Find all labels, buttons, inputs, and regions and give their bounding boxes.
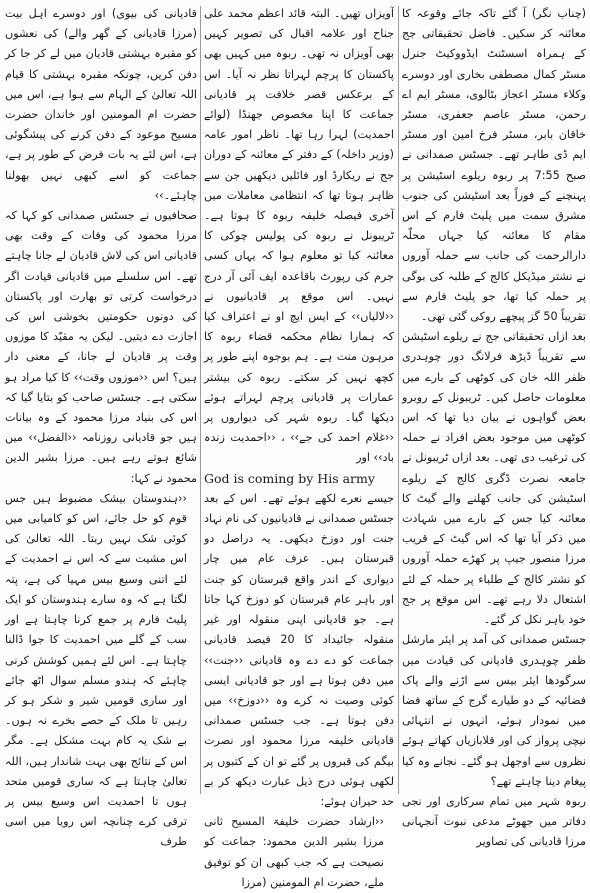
paragraph: آویزاں تھیں۔ البتہ قائد اعظم محمد علی جناح اور علامہ اقبال کی تصویر کہیں بھی آویزاں نہ تھی۔ ربوہ میں کہیں بھی پاکستان کا پرچم لہراتا نظر نہ آیا۔ اس کے برعکس قصر خلافت پر قادیانی جماعت کا اپنا مخصوص جھنڈا (لوائے احمدیت) لہرا رہا تھا۔ ناظر امور عامہ (وزیر داخلہ) کے دفتر کے معائنہ کے دوران جج نے ریکارڈ اور فائلیں دیکھیں جن سے ظاہر ہوتا تھا کہ انتظامی معاملات میں آخری فیصلہ خلیفہ ربوہ کا ہوتا ہے۔ ٹریبونل نے ربوہ کی پولیس چوکی کا معائنہ کیا تو معلوم ہوا کہ یہاں کسی جرم کی رپورٹ باقاعدہ ایف آئی آر درج نہیں۔ اس موقع پر قادیانیوں نے ‹‹لالیاں›› کے ایس ایچ او نے اعتراف کیا کہ ہمارا نظام محکمہ قضاء ربوہ کا مرہون منت ہے۔ ہم بوجوہ اپنے طور پر کچھ نہیں کر سکتے۔ ربوہ کی بیشتر عمارات پر قادیانی پرچم لہراتے ہوئے دیکھا گیا۔ ربوہ شہر کی دیواروں پر ‹‹غلام احمد کی جے›› ، ‹‹احمدیت زندہ باد›› اور [204,7,394,465]
text-column-right [402,4,586,849]
text-column-left [5,4,197,849]
column-divider [398,6,399,794]
text-column-middle [204,4,394,889]
paragraph: جیسے نعرے لکھے ہوئے تھے۔ اس کے بعد جسٹس صمدانی نے قادیانیوں کی نام نہاد جنت اور دوزخ دیکھی۔ یہ دراصل دو قبرستان ہیں۔ عرف عام میں چار دیواری کے اندر واقع قبرستان کو جنت اور باہر عام قبرستان کو دوزخ کہا جاتا ہے۔ جو قادیانی اپنی منقولہ اور غیر منقولہ جائیداد کا 20 فیصد قادیانی جماعت کو دے دے وہ قادیانی ‹‹جنت›› میں دفن ہوتا ہے اور جو قادیانی ایسی کوئی وصیت نہ کرے وہ ‹‹دوزخ›› میں دفن ہوتا ہے۔ جب جسٹس صمدانی قادیانی خلیفہ مرزا محمود اور نصرت بیگم کی قبروں پر گئے تو ان کے کتبوں پر لکھی ہوئی درج ذیل عبارت دیکھ کر بے حد حیران ہوئے: [204,491,394,808]
quoted-passage: ‹‹ارشاد حضرت خلیفۃ المسیح ثانی مرزا بشیر الدین محمود: جماعت کو نصیحت ہے کہ جب کبھی ان کو توفیق ملے، حضرت ام المومنین (مرزا [204,815,384,889]
quoted-passage: ‹‹ہندوستان بیشک مضبوط ہیں جس قوم کو حل جائے، اس کو کامیابی میں کوئی شک نہیں ربتا۔ اللہ تعالیٰ کی اس مشیت سے کہ اس نے احمدیت کے لئے اتنی وسیع بیس مہیا کی ہے، پتہ لگتا ہے کہ وہ سارے ہندوستان کو ایک پلیٹ فارم پر جمع کرنا چاہتا ہے اور سب کے گلے میں احمدیت کا جوا ڈالنا چاہتا ہے۔ اس لئے ہمیں کوشش کرنی چاہئے کہ ہندو مسلم سوال اٹھ جائے اور ساری قومیں شیر و شکر ہو کر رہیں تا ملک کے حصے بخرے نہ ہوں۔ بے شک یہ کام بہت مشکل ہے۔ مگر اس کے نتائج بھی بہت شاندار ہیں، اللہ تعالیٰ چاہتا ہے کہ ساری قومیں متحد ہوں تا احمدیت اس وسیع بیس پر ترقی کرے چنانچہ اس رویا میں اسی طرف [5,491,187,849]
paragraph: (چناب نگر) آ گئے تاکہ جائے وقوعہ کا معائنہ کر سکیں۔ فاضل تحقیقاتی جج کے ہمراہ اسسٹنٹ ایڈووکیٹ جنرل مسٹر کمال مصطفی بخاری اور دوسرے وکلاء مسٹر اعجاز بٹالوی، مسٹر ایم اے رحمن، مسٹر عاصم جعفری، مسٹر خاقان بابر، مسٹر فرخ امین اور مسٹر ایم ڈی طاہر تھے۔ جسٹس صمدانی نے صبح 7:55 پر ربوہ ریلوے اسٹیشن پر پہنچنے کے فوراً بعد اسٹیشن کی جنوب مشرق سمت میں پلیٹ فارم کے اس مقام کا معائنہ کیا جہاں محلّہ دارالرحمت کی جانب سے حملہ آوروں نے نشتر میڈیکل کالج کے طلبہ کی بوگی پر حملہ کیا تھا، جو پلیٹ فارم سے تقریباً 50 گز پیچھے روکی گئی تھی۔ [402,7,586,324]
paragraph: قادیانی کی بیوی) اور دوسرے اہل بیت (مرزا قادیانی کے گھر والے) کی نعشوں کو مقبرہ بہشتی قادیان میں لے کر جا کر دفن کریں، چونکہ مقبرہ بہشتی کا قیام اللہ تعالیٰ کے الہام سے ہوا ہے، اس میں حضرت ام المومنین اور خاندان حضرت مسیح موعود کے دفن کرنے کی پیشگوئی ہے، اس لئے یہ بات فرض کے طور پر ہے، جماعت کو اسے کبھی نہیں بھولنا چاہئے۔›› [5,7,197,202]
paragraph: صحافیوں نے جسٹس صمدانی کو کہا کہ مرزا محمود کی وفات کے وقت بھی قادیانی اس کی لاش قادیان لے جانا چاہتے تھے۔ اس سلسلے میں قادیانی قیادت اگر درخواست کرتی تو بھارت اور پاکستان کی دونوں حکومتیں بخوشی اس کی اجازت دے دیتیں۔ لیکن یہ مقیّد کا موزوں وقت پر قادیان لے جانا، کے معنی دار ہیں؟ اس ‹‹موزوں وقت›› کا کیا مراد ہو سکتی ہے۔ جسٹس صاحب کو بتایا گیا کہ اس کی بنیاد مرزا محمود کے وہ بیانات ہیں جو قادیانی روزنامہ ‹‹الفضل›› میں شائع ہوتے رہے ہیں۔ مرزا بشیر الدین محمود نے کہا: [5,209,197,485]
column-divider [200,6,201,794]
paragraph: بعد ازاں تحقیقاتی جج نے ریلوے اسٹیشن سے تقریباً ڈیڑھ فرلانگ دور چوہدری ظفر اللہ خان کی کوٹھی کے بارے میں معلومات حاصل کیں۔ ٹریبونل کے روبرو بعض گواہوں نے بیان دیا تھا کہ اس کوٹھی میں موجود بعض افراد نے حملہ کی ترغیب دی تھی۔ بعد ازاں ٹریبونل نے جامعہ نصرت ڈگری کالج کے ریلوے اسٹیشن کی جانب کھلنے والے گیٹ کا معائنہ کیا جس کے بارے میں شہادت میں ذکر آیا تھا کہ اس گیٹ کے قریب مرزا منصور جیپ پر کھڑے حملہ آوروں کو نشتر کالج کے طلباء پر حملہ کے لئے اشتعال دلا رہے تھے۔ اس موقع پر جج خود باہر نکل کر گئے۔ [402,330,586,627]
paragraph: جسٹس صمدانی کی آمد پر ایئر مارشل ظفر چوہدری قادیانی کی قیادت میں سرگودھا ایئر بیس سے اڑنے والے پاک فضائیہ کے دو طیارے گرج کے ساتھ فضا میں نمودار ہوئے، انہوں نے انتہائی نیچی پرواز کی اور قلابازیاں کھاتے ہوئے نظروں سے اوجھل ہو گئے۔ نجانے وہ کیا پیغام دینا چاہتے تھے؟ [402,633,586,788]
paragraph: ربوہ شہر میں تمام سرکاری اور نجی دفاتر میں جھوٹے مدعی نبوت آنجہانی مرزا قادیانی کی تصاویر [402,794,586,849]
english-slogan: God is coming by His army [204,470,375,486]
